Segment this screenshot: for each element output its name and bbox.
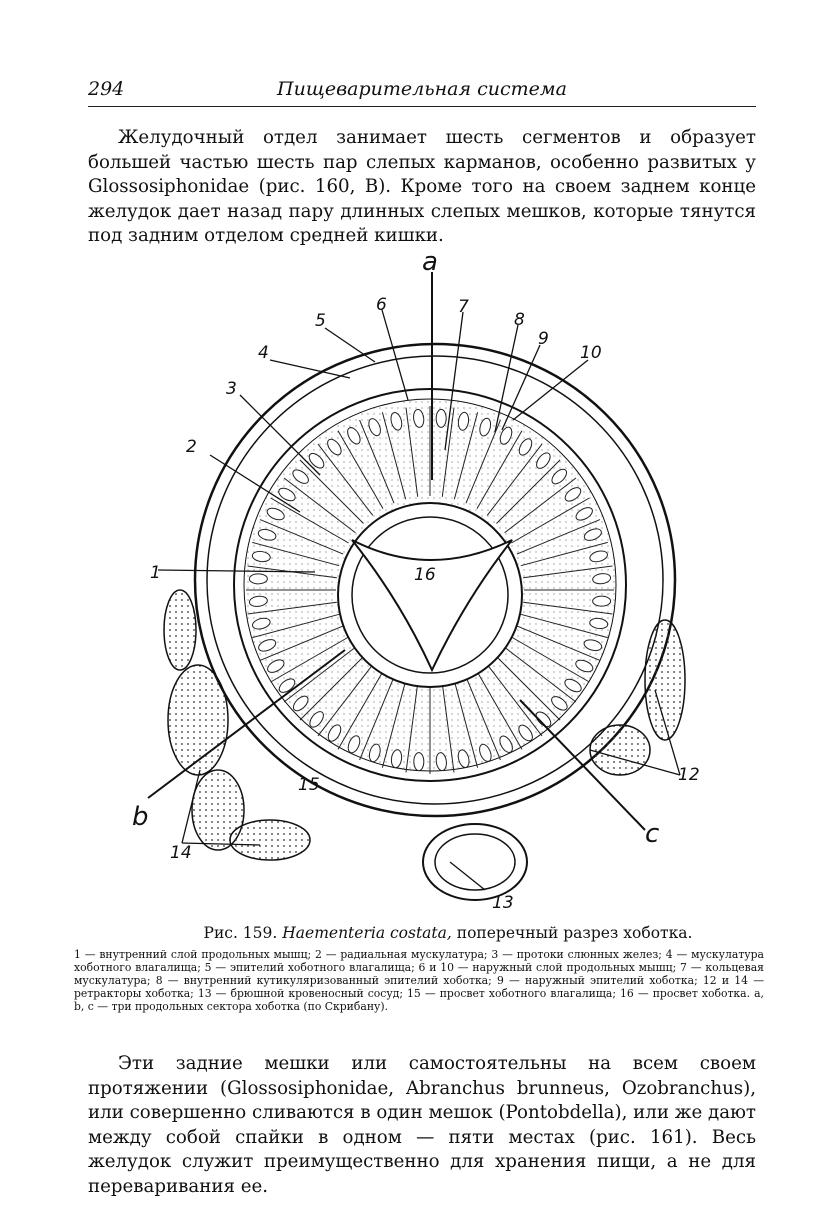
label-6: 6 bbox=[376, 295, 387, 315]
page-header bbox=[88, 76, 756, 107]
label-3: 3 bbox=[226, 379, 237, 399]
page-number: 294 bbox=[88, 78, 125, 100]
label-1: 1 bbox=[150, 563, 161, 583]
blood-vessel bbox=[423, 824, 527, 900]
running-title: Пищеварительная система bbox=[277, 78, 567, 100]
label-12: 12 bbox=[678, 765, 700, 785]
label-7: 7 bbox=[458, 297, 469, 317]
retractor-left-3 bbox=[164, 590, 196, 670]
figure-159 bbox=[120, 250, 730, 920]
caption-rest: поперечный разрез хоботка. bbox=[456, 924, 693, 942]
label-10: 10 bbox=[580, 343, 602, 363]
label-5: 5 bbox=[315, 311, 326, 331]
label-2: 2 bbox=[186, 437, 197, 457]
label-14: 14 bbox=[170, 843, 192, 863]
label-9: 9 bbox=[538, 329, 549, 349]
label-a: a bbox=[422, 250, 438, 277]
label-c: c bbox=[645, 819, 660, 849]
label-16: 16 bbox=[414, 565, 436, 585]
label-15: 15 bbox=[298, 775, 320, 795]
retractor-right-2 bbox=[590, 725, 650, 775]
label-13: 13 bbox=[492, 893, 514, 913]
retractor-bottom bbox=[230, 820, 310, 860]
paragraph-2: Эти задние мешки или самостоятельны на всем своем протяжении (Glossosiphonidae, Abranchus brunneus, Ozobranchus), или совершенно сливаются в один мешок (Pontobdella), или же дают между собой спайки в одном — пяти местах (рис. 161). Весь желудок служит преимущественно для хранения пищи, а не для переваривания ее. bbox=[88, 1053, 756, 1197]
figure-caption bbox=[168, 924, 728, 942]
caption-species: Haementeria costata, bbox=[282, 924, 452, 942]
label-8: 8 bbox=[514, 310, 525, 330]
figure-legend: 1 — внутренний слой продольных мышц; 2 — радиальная мускулатура; 3 — протоки слюнных желез; 4 — мускулатура хоботного влагалища; 5 — эпителий хоботного влагалища; 6 и 10 — наружный слой продольных мышц; 7 — кольцевая мускулатура; 8 — внутренний кутикуляризованный эпителий хоботка; 9 — наружный эпителий хоботка; 12 и 14 — ретракторы хоботка; 13 — брюшной кровеносный сосуд; 15 — просвет хоботного влагалища; 16 — просвет хоботка. a, b, c — три продольных сектора хоботка (по Скрибану). bbox=[74, 948, 764, 1013]
label-b: b bbox=[132, 802, 149, 832]
caption-prefix: Рис. 159. bbox=[203, 924, 278, 942]
label-4: 4 bbox=[258, 343, 269, 363]
retractor-left-1 bbox=[168, 665, 228, 775]
proboscis-cross-section-illustration bbox=[120, 250, 730, 920]
paragraph-1: Желудочный отдел занимает шесть сегментов и образует большей частью шесть пар слепых карманов, особенно развитых у Glossosiphonidae (рис. 160, B). Кроме того на своем заднем конце желудок дает назад пару длинных слепых мешков, которые тянутся под задним отделом средней кишки. bbox=[88, 127, 756, 246]
